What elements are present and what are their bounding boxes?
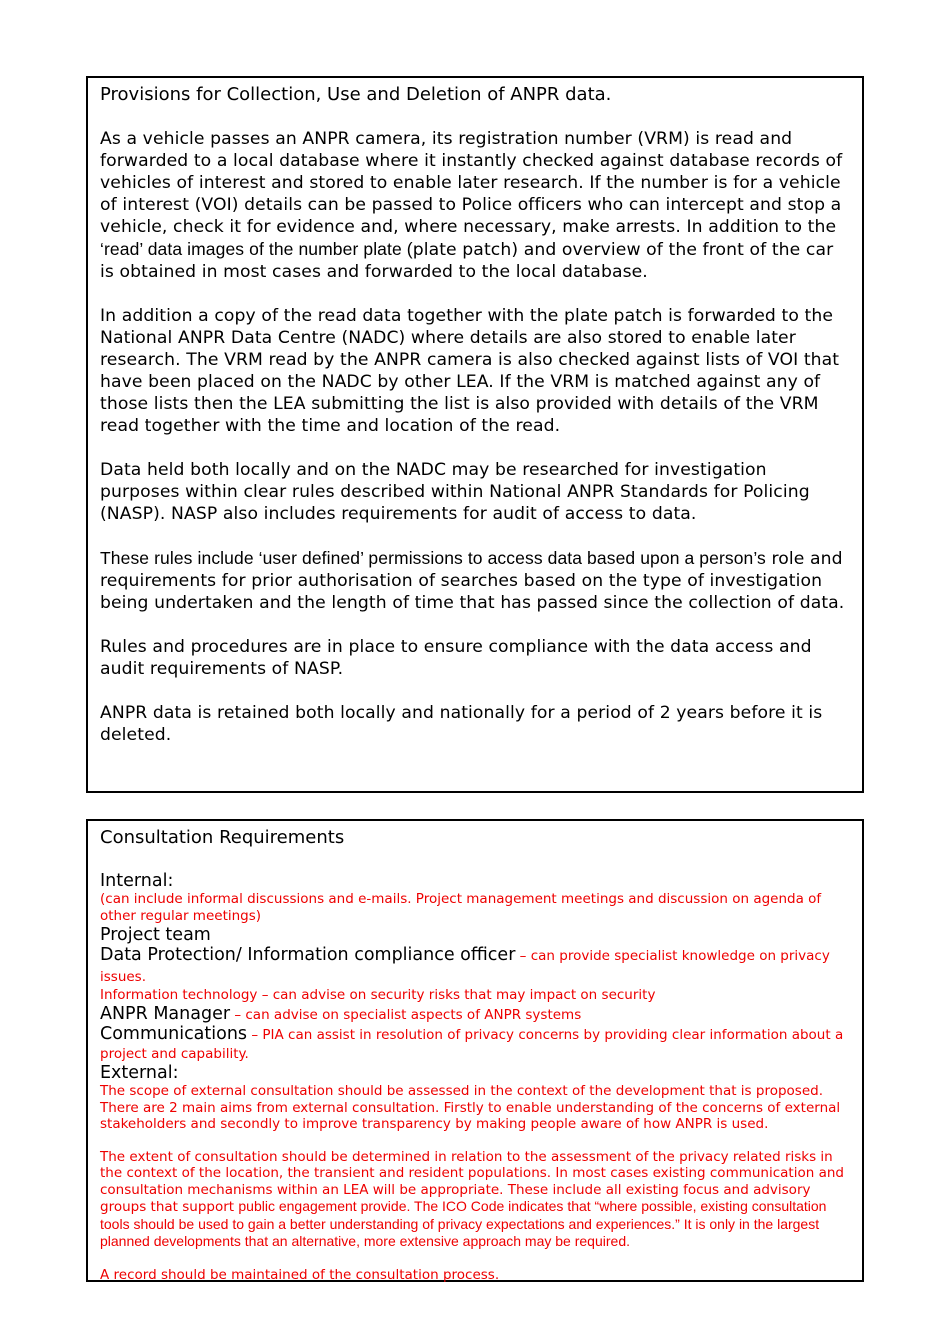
external-paragraph-3: A record should be maintained of the consultation process. [100,1266,500,1283]
communications-note: – PIA can assist in resolution of privacy concerns by providing clear information about a project and capability. [100,1027,844,1062]
data-protection-line [100,945,850,987]
provisions-paragraph-6: ANPR data is retained both locally and nationally for a period of 2 years before it is deleted. [100,703,823,745]
external-p2-part-b: public engagement provide. The ICO Code indicates that “where possible, existing consultation tools should be used to gain a better understanding of privacy expectations and experiences.” It is only in the largest planned developments that an alternative, more extensive approach may be required. [100,1198,827,1249]
external-heading: External: [100,1063,179,1083]
consultation-title: Consultation Requirements [100,827,345,848]
provisions-paragraph-5: Rules and procedures are in place to ensure compliance with the data access and audit requirements of NASP. [100,637,812,679]
provisions-title: Provisions for Collection, Use and Deletion of ANPR data. [100,84,612,105]
provisions-paragraph-3: Data held both locally and on the NADC may be researched for investigation purposes within clear rules described within National ANPR Standards for Policing (NASP). NASP also includes requirements for audit of access to data. [100,460,810,524]
information-technology-note: Information technology – can advise on security risks that may impact on security [100,987,656,1003]
consultation-box [86,819,864,1282]
external-paragraph-1: The scope of external consultation should be assessed in the context of the development that is proposed. There are 2 main aims from external consultation. Firstly to enable understanding of the concerns of external stakeholders and secondly to improve transparency by making people aware of how ANPR is used. [100,1083,841,1132]
internal-heading: Internal: [100,871,174,891]
provisions-box [86,76,864,793]
data-protection-note: – can provide specialist knowledge on privacy issues. [100,948,830,985]
external-p2-part-a: The extent of consultation should be determined in relation to the assessment of the privacy related risks in the context of the location, the transient and resident populations. In most cases existing communication and consultation mechanisms within an LEA will be appropriate. These include all existing focus and advisory groups that support [100,1148,844,1215]
anpr-manager-label: ANPR Manager [100,1004,231,1024]
anpr-manager-line [100,1004,850,1025]
provisions-p1-part-a: As a vehicle passes an ANPR camera, its registration number (VRM) is read and forwarded to a local database where it instantly checked against database records of vehicles of interest and stored to enable later research. If the number is for a vehicle of interest (VOI) details can be passed to Police officers who can intercept and stop a vehicle, check it for evidence and, where necessary, make arrests. In addition to the [100,129,843,237]
provisions-paragraph-1 [100,128,850,283]
internal-note: (can include informal discussions and e-mails. Project management meetings and discussion on agenda of other regular meetings) [100,891,822,924]
communications-label: Communications [100,1024,248,1044]
provisions-p1-part-c: plate patch) and overview of the front of the car is obtained in most cases and forwarded to the local database. [100,240,834,282]
provisions-paragraph-2: In addition a copy of the read data together with the plate patch is forwarded to the National ANPR Data Centre (NADC) where details are also stored to enable later research. The VRM read by the ANPR camera is also checked against lists of VOI that have been placed on the NADC by other LEA. If the VRM is matched against any of those lists then the LEA submitting the list is also provided with details of the VRM read together with the time and location of the read. [100,306,840,436]
provisions-p1-part-b: ‘read’ data images of the number plate ( [100,239,413,259]
anpr-manager-note: – can advise on specialist aspects of ANPR systems [230,1007,582,1023]
communications-line [100,1025,850,1063]
provisions-p4-part-a: These rules include ‘user defined’ permissions to access data based upon a person’s [100,548,766,568]
project-team-label: Project team [100,925,211,945]
provisions-p4-part-b: role and requirements for prior authorisation of searches based on the type of investigation being undertaken and the length of time that has passed since the collection of data. [100,549,845,613]
data-protection-label: Data Protection/ Information compliance officer [100,945,516,965]
provisions-paragraph-4 [100,547,850,614]
external-paragraph-2 [100,1149,850,1251]
